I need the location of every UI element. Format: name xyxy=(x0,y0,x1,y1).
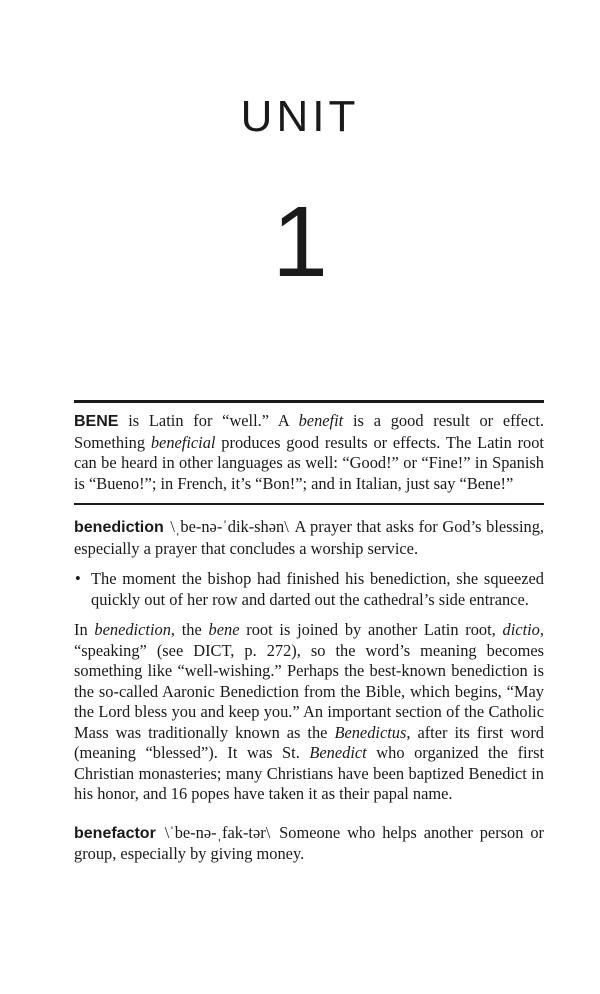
explanation-text: who organized the first Christian monasteries; many Christians have been baptized Benedict in his honor, and 16 popes have taken it as their papal name. xyxy=(74,743,544,803)
definition-benefactor: Someone who helps another person or group, especially by giving money. xyxy=(74,822,544,863)
explanation-text: root is joined by another Latin root, xyxy=(239,620,503,639)
root-text: produces good results or effects. The Latin root can be heard in other languages as well: “Good!” or “Fine!” in Spanish is “Bueno!”; in French, it’s “Bon!”; and in Italian, just say “Bene!” xyxy=(74,432,544,493)
entry-benediction xyxy=(74,517,544,559)
top-rule xyxy=(74,400,544,403)
explanation-italic: Benedict xyxy=(309,743,367,762)
explanation-text: , the xyxy=(170,620,209,639)
unit-number: 1 xyxy=(272,186,328,298)
explanation-text: , “speaking” (see DICT, p. 272), so the word’s meaning becomes something like “well-wishing.” Perhaps the best-known benediction is the so-called Aaronic Benediction from the Bible, which begins, “May the Lord bless you and keep you.” An important section of the Catholic Mass was traditionally known as the xyxy=(74,620,544,742)
explanation-italic: benediction xyxy=(94,620,171,639)
root-text: is Latin for “well.” A xyxy=(118,411,299,430)
headword-benefactor: benefactor xyxy=(74,824,156,842)
root-text: is a good result or effect. Something xyxy=(74,411,544,452)
root-italic-benefit: benefit xyxy=(298,411,344,430)
explanation-text: , after its first word (meaning “blessed”). It was St. xyxy=(74,722,544,762)
explanation-italic: Benedictus xyxy=(334,722,407,742)
pronunciation-benefactor: \ˈbe-nə-ˌfak-tər\ xyxy=(164,822,271,842)
example-benediction xyxy=(74,569,544,610)
root-intro xyxy=(74,411,544,494)
bottom-rule xyxy=(74,503,544,505)
root-italic-beneficial: beneficial xyxy=(150,432,216,452)
bullet-icon: • xyxy=(75,569,81,588)
pronunciation-benediction: \ˌbe-nə-ˈdik-shən\ xyxy=(170,517,289,536)
headword-benediction: benediction xyxy=(74,519,164,536)
root-word: BENE xyxy=(74,413,119,430)
unit-label: UNIT xyxy=(240,92,360,141)
example-text: The moment the bishop had finished his benediction, she squeezed quickly out of her row and darted out the cathedral’s side entrance. xyxy=(91,569,544,609)
explanation-italic: dictio xyxy=(502,620,540,639)
entry-benefactor xyxy=(74,823,544,865)
explanation-text: In xyxy=(74,620,95,639)
page-content xyxy=(74,400,544,865)
explanation-benediction xyxy=(74,620,544,805)
explanation-italic: bene xyxy=(208,620,240,639)
definition-benediction: A prayer that asks for God’s blessing, especially a prayer that concludes a worship service. xyxy=(74,517,544,558)
